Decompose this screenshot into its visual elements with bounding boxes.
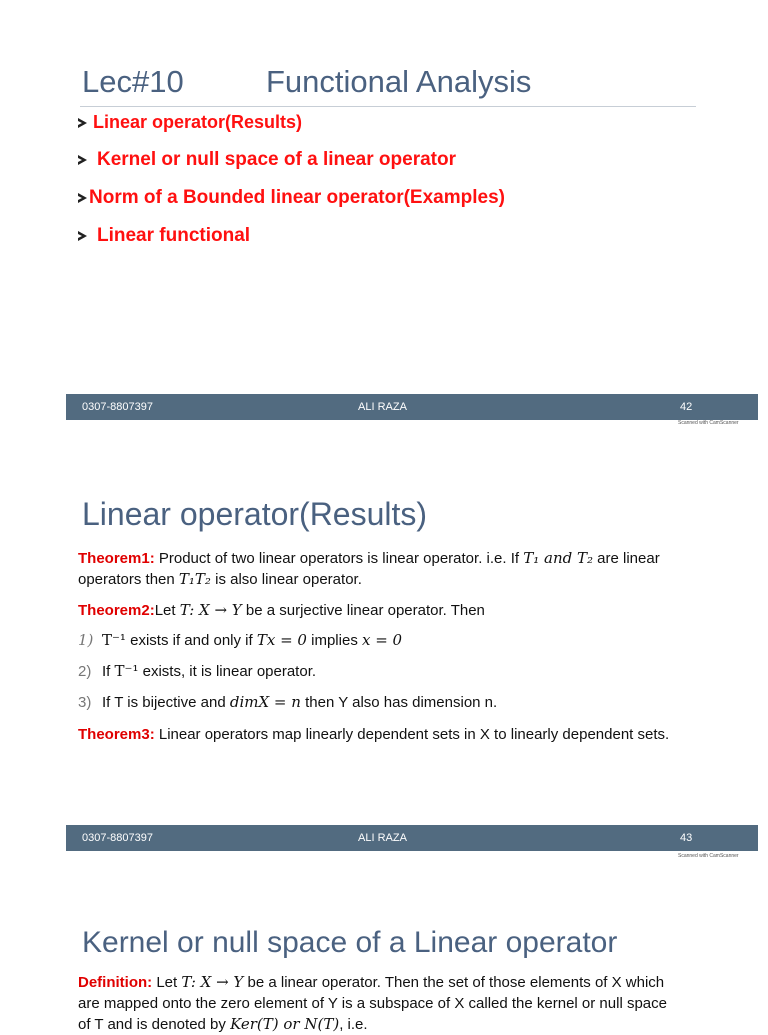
definition-math: Ker(T) or N(T) [230,1015,340,1033]
slide-footer [66,394,758,420]
slide-title-main: Functional Analysis [266,64,532,99]
item-math: T⁻¹ [102,631,126,649]
title-divider [80,106,696,107]
arrow-bullet-icon [78,155,87,165]
bullet-item [78,149,456,171]
theorem-2-item-3 [78,692,748,713]
bullet-item [78,187,505,209]
theorem-text: operators then [78,571,179,588]
theorem-text: Linear operators map linearly dependent sets in X to linearly dependent sets. [154,726,670,743]
bullet-label: Linear functional [97,225,251,246]
item-math: T⁻¹ [114,662,139,680]
definition-text: be a linear operator. Then the set of those elements of X which [243,974,665,991]
theorem-1 [78,548,748,590]
definition-text: of T and is denoted by [78,1016,231,1033]
theorem-math: T₁ and T₂ [523,549,593,567]
footer-phone: 0307-8807397 [82,401,153,413]
footer-page-number: 42 [680,401,693,413]
arrow-bullet-icon [78,193,87,203]
slide-44 [0,878,768,1033]
definition-text: are mapped onto the zero element of Y is a subspace of X called the kernel or null space [78,995,667,1012]
item-math: Tx = 0 [256,631,307,649]
theorem-text: Let [154,602,180,619]
theorem-3 [78,724,758,745]
item-text: then Y also has dimension n. [300,694,498,711]
item-number: 3) [78,694,92,711]
item-text: If [102,663,115,680]
theorem-math: T: X → Y [179,601,242,619]
definition-text: Let [152,974,182,991]
definition-label: Definition: [78,974,153,991]
theorem-2 [78,600,748,621]
item-math: dimX = n [229,693,301,711]
item-text: exists if and only if [125,632,257,649]
item-text: exists, it is linear operator. [138,663,317,680]
theorem-2-item-1 [78,630,748,651]
item-text: implies [306,632,362,649]
bullet-label: Linear operator(Results) [93,112,303,132]
definition-text: , i.e. [339,1016,368,1033]
bullet-item [78,225,250,247]
bullet-label: Kernel or null space of a linear operator [97,149,456,170]
arrow-bullet-icon [78,231,87,241]
slide-title: Linear operator(Results) [82,496,428,532]
item-text: If T is bijective and [102,694,230,711]
footer-author: ALI RAZA [358,832,407,844]
slide-footer [66,825,758,851]
slide-42 [0,0,768,425]
slide-43 [0,440,768,868]
scan-watermark: Scanned with CamScanner [678,853,739,859]
slide-title-lec: Lec#10 [82,64,184,99]
bullet-label: Norm of a Bounded linear operator(Examples) [89,187,505,208]
theorem-text: are linear [593,550,660,567]
theorem-label: Theorem3: [78,726,155,743]
item-math: x = 0 [361,631,403,649]
scan-watermark: Scanned with CamScanner [678,420,739,426]
theorem-2-item-2 [78,661,748,682]
definition-math: T: X → Y [181,973,244,991]
theorem-text: is also linear operator. [210,571,362,588]
footer-phone: 0307-8807397 [82,832,153,844]
slide-title: Kernel or null space of a Linear operator [82,926,618,959]
bullet-item [78,112,302,133]
arrow-bullet-icon [78,118,87,128]
theorem-text: be a surjective linear operator. Then [241,602,485,619]
item-number: 1) [78,631,94,649]
theorem-label: Theorem2: [78,602,155,619]
definition [78,972,754,1035]
theorem-math: T₁T₂ [178,570,211,588]
footer-author: ALI RAZA [358,401,407,413]
item-number: 2) [78,663,92,680]
theorem-label: Theorem1: [78,550,155,567]
theorem-text: Product of two linear operators is linear operator. i.e. If [154,550,524,567]
footer-page-number: 43 [680,832,693,844]
